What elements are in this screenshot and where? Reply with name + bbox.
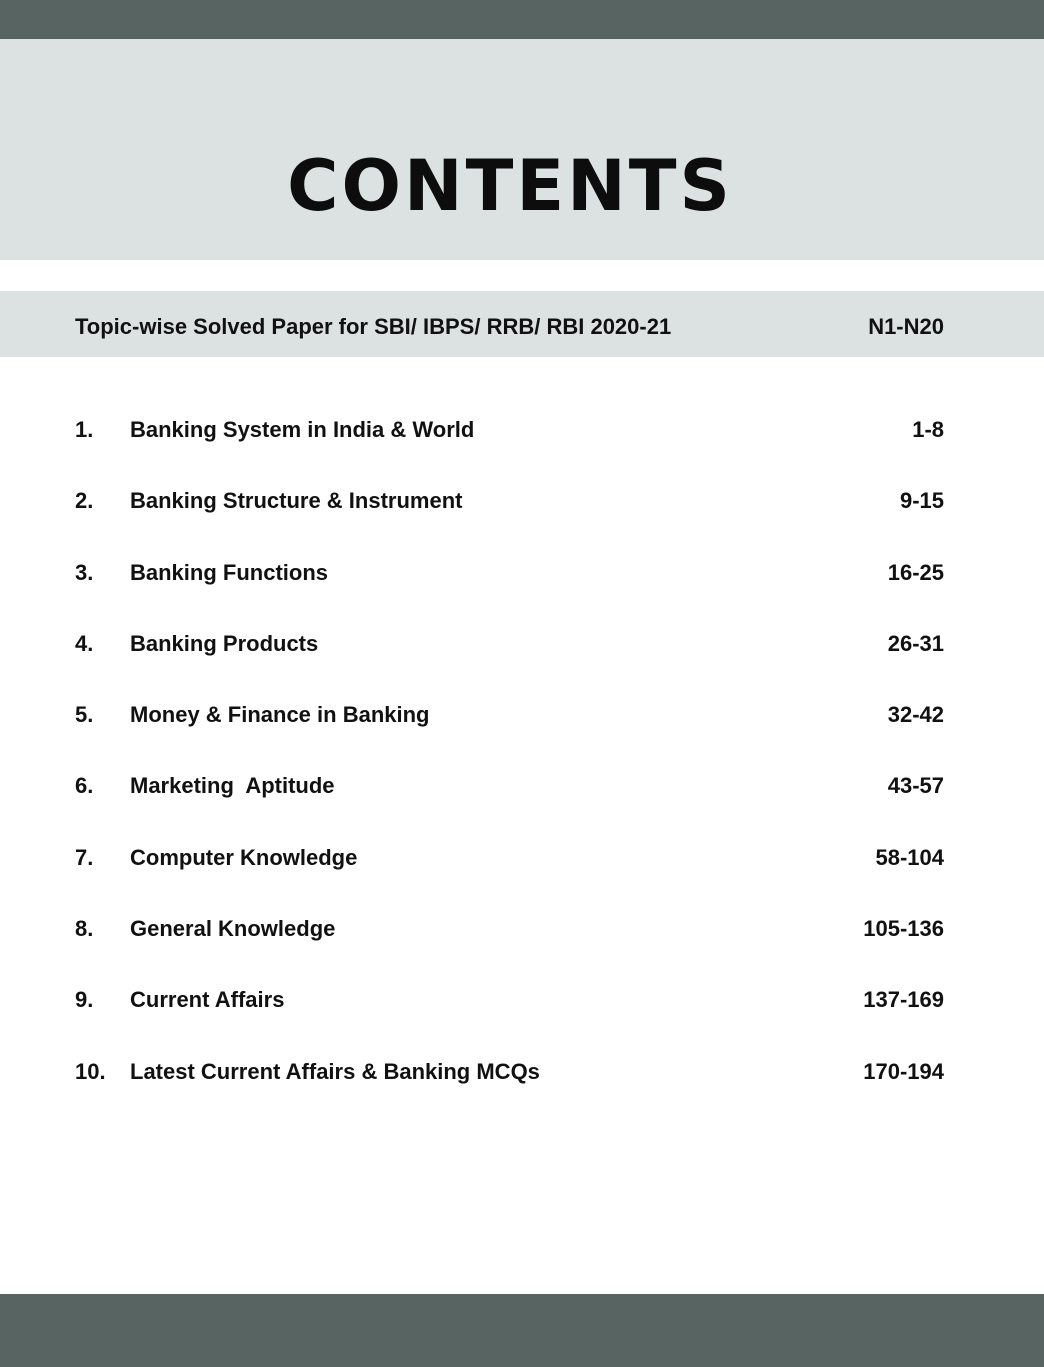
toc-entry-number: 9. xyxy=(75,987,94,1013)
toc-entry-number: 4. xyxy=(75,630,94,656)
solved-paper-pages: N1-N20 xyxy=(868,314,944,339)
toc-entry-pages: 58-104 xyxy=(875,844,944,870)
toc-entry-title: Banking Functions xyxy=(130,559,328,585)
toc-entry-number: 1. xyxy=(75,417,94,442)
toc-entry-8[interactable] xyxy=(75,915,944,986)
toc-entry-pages: 26-31 xyxy=(887,630,944,656)
toc-entry-number: 8. xyxy=(75,916,94,942)
toc-entry-title: Banking Structure & Instrument xyxy=(130,488,463,514)
toc-entry-6[interactable] xyxy=(75,772,944,843)
toc-entry-pages: 16-25 xyxy=(887,559,944,585)
table-of-contents xyxy=(75,416,944,1129)
toc-entry-number: 2. xyxy=(75,488,94,514)
toc-entry-title: Banking Products xyxy=(130,630,319,656)
toc-entry-title: Latest Current Affairs & Banking MCQs xyxy=(130,1058,540,1084)
top-bar xyxy=(0,0,1044,39)
bottom-bar xyxy=(0,1294,1044,1367)
toc-entry-title: Money & Finance in Banking xyxy=(130,702,430,728)
toc-entry-number: 10. xyxy=(75,1058,106,1084)
toc-entry-4[interactable] xyxy=(75,630,944,701)
toc-entry-title: General Knowledge xyxy=(130,916,336,942)
toc-entry-9[interactable] xyxy=(75,986,944,1057)
toc-entry-number: 5. xyxy=(75,702,94,728)
toc-entry-title: Current Affairs xyxy=(130,987,285,1013)
toc-entry-5[interactable] xyxy=(75,701,944,772)
toc-entry-7[interactable] xyxy=(75,844,944,915)
toc-entry-pages: 9-15 xyxy=(899,488,944,514)
toc-entry-number: 3. xyxy=(75,559,94,585)
toc-entry-1[interactable] xyxy=(75,416,944,487)
toc-entry-10[interactable] xyxy=(75,1058,944,1129)
toc-entry-pages: 105-136 xyxy=(863,916,944,942)
toc-entry-title: Banking System in India & World xyxy=(130,417,475,442)
toc-entry-pages: 32-42 xyxy=(887,702,944,728)
toc-entry-title: Marketing Aptitude xyxy=(130,773,335,799)
toc-entry-pages: 1-8 xyxy=(912,417,944,442)
toc-entry-pages: 137-169 xyxy=(863,987,944,1013)
toc-entry-pages: 170-194 xyxy=(863,1058,944,1084)
toc-entry-number: 7. xyxy=(75,844,94,870)
toc-entry-2[interactable] xyxy=(75,487,944,558)
solved-paper-title[interactable]: Topic-wise Solved Paper for SBI/ IBPS/ RRB/ RBI 2020-21 xyxy=(75,314,672,339)
page-title: CONTENTS xyxy=(287,145,733,227)
toc-entry-title: Computer Knowledge xyxy=(130,844,358,870)
toc-entry-pages: 43-57 xyxy=(887,773,944,799)
toc-entry-number: 6. xyxy=(75,773,94,799)
toc-entry-3[interactable] xyxy=(75,559,944,630)
